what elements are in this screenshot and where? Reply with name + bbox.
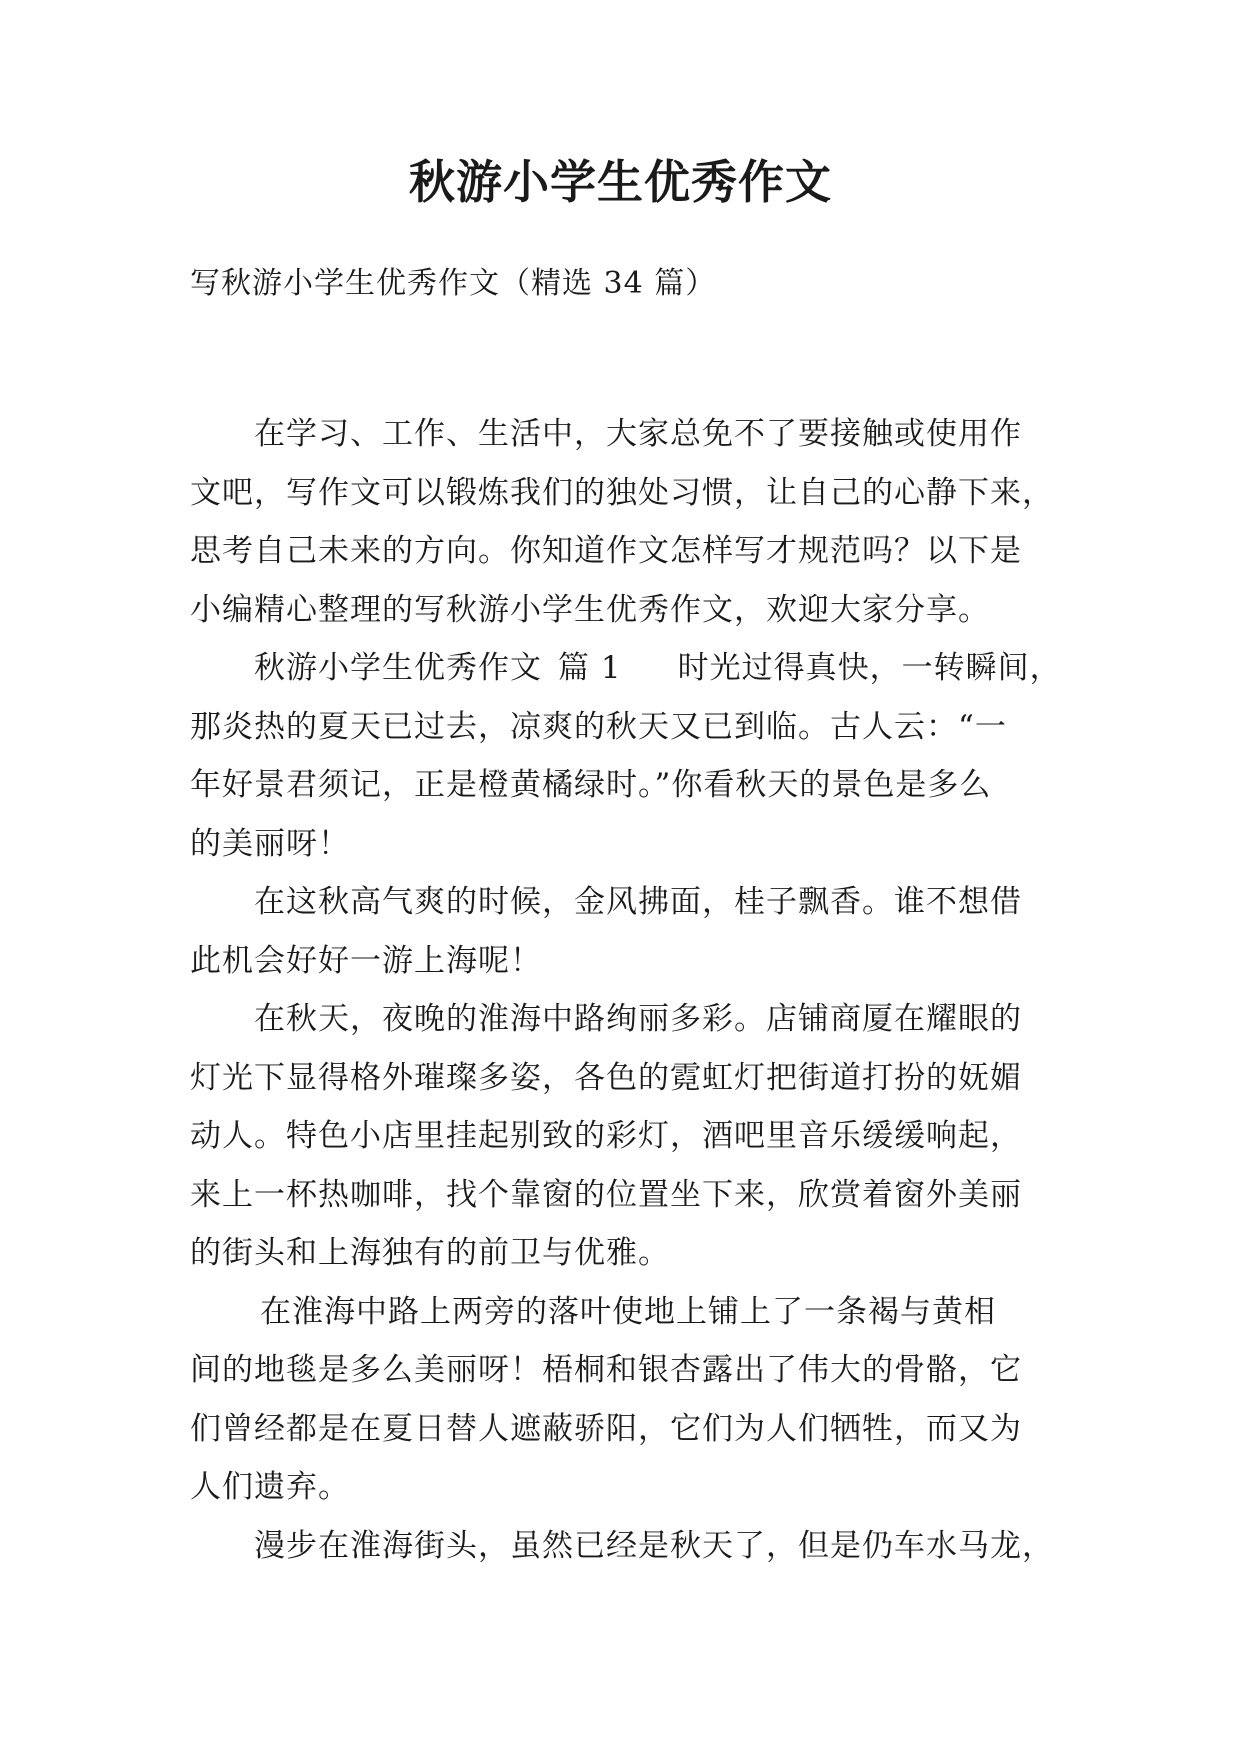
document-title: 秋游小学生优秀作文 <box>409 155 832 209</box>
paragraph-line: 的街头和上海独有的前卫与优雅。 <box>190 1235 670 1271</box>
paragraph-line: 的美丽呀！ <box>190 825 350 862</box>
paragraph-line: 思考自己未来的方向。你知道作文怎样写才规范吗？以下是 <box>190 533 1022 569</box>
paragraph-line: 小编精心整理的写秋游小学生优秀作文，欢迎大家分享。 <box>190 591 990 628</box>
paragraph-line: 间的地毯是多么美丽呀！梧桐和银杏露出了伟大的骨骼，它 <box>190 1352 1022 1388</box>
section-number: 篇 1 <box>558 650 622 686</box>
paragraph-line: 此机会好好一游上海呢！ <box>190 942 542 979</box>
paragraph-line: 文吧，写作文可以锻炼我们的独处习惯，让自己的心静下来， <box>190 474 1054 511</box>
document-body <box>190 405 1062 1575</box>
section-heading: 秋游小学生优秀作文 <box>254 650 542 686</box>
paragraph-line: 灯光下显得格外璀璨多姿，各色的霓虹灯把街道打扮的妩媚 <box>190 1059 1022 1096</box>
section-heading-line <box>190 639 1062 698</box>
paragraph-line: 动人。特色小店里挂起别致的彩灯，酒吧里音乐缓缓响起， <box>190 1118 1022 1154</box>
paragraph-line: 在淮海中路上两旁的落叶使地上铺上了一条褐与黄相 <box>260 1293 996 1330</box>
paragraph-line: 来上一杯热咖啡，找个靠窗的位置坐下来，欣赏着窗外美丽 <box>190 1176 1022 1213</box>
document-subtitle: 写秋游小学生优秀作文（精选 34 篇） <box>190 266 717 301</box>
paragraph-line: 漫步在淮海街头，虽然已经是秋天了，但是仍车水马龙， <box>254 1527 1054 1564</box>
section-first-line: 时光过得真快，一转瞬间， <box>677 650 1062 686</box>
paragraph-line: 在学习、工作、生活中，大家总免不了要接触或使用作 <box>254 416 1022 452</box>
paragraph-line: 在这秋高气爽的时候，金风拂面，桂子飘香。谁不想借 <box>254 884 1022 920</box>
paragraph-line: 们曾经都是在夏日替人遮蔽骄阳，它们为人们牺牲，而又为 <box>190 1410 1022 1447</box>
paragraph-line: 人们遗弃。 <box>190 1469 350 1505</box>
paragraph-line: 那炎热的夏天已过去，凉爽的秋天又已到临。古人云：“一 <box>190 708 1007 745</box>
paragraph-line: 在秋天，夜晚的淮海中路绚丽多彩。店铺商厦在耀眼的 <box>254 1001 1022 1037</box>
paragraph-line: 年好景君须记，正是橙黄橘绿时。”你看秋天的景色是多么 <box>190 767 992 803</box>
